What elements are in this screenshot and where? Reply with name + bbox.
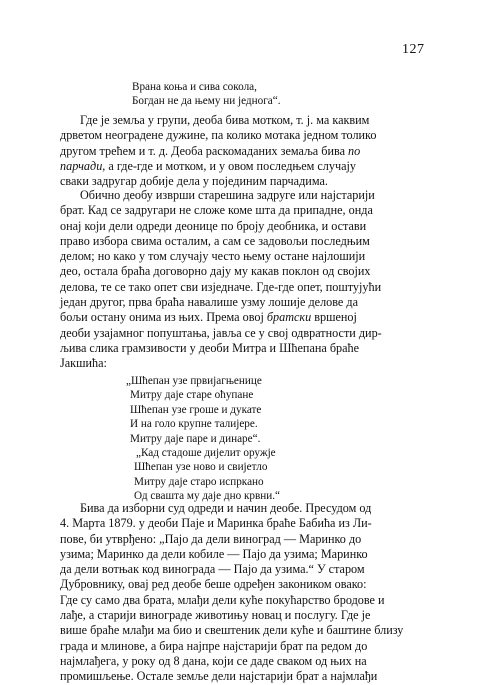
italic-term: по (348, 143, 361, 158)
text-line: Где је земља у групи, деоба бива мотком, т. ј. ма каквим (80, 113, 370, 127)
poem-line: „Кад стадоше дијелит оружје (136, 446, 276, 459)
poem-quote (126, 374, 280, 504)
text-line: Обично деобу изврши старешина задруге или најстарији (80, 188, 375, 202)
epigraph-line: Врана коња и сива сокола, (132, 81, 257, 93)
text-line (60, 144, 428, 159)
text-line (60, 310, 428, 325)
text-line: један другог, прва браћа навалише узму лошије делове да (60, 295, 359, 310)
paragraph-3 (60, 501, 428, 685)
epigraph (132, 80, 281, 108)
text-line: сваки задругар добије дела у појединим парчадима. (60, 174, 328, 189)
text-line: делом; но како у том случају често њему остане најлошији (60, 249, 366, 264)
text-line: више браће млађи ма био и свештеник дели куће и баштине близу (60, 623, 404, 638)
text-line: Дубровнику, овај ред деобе беше одређен закоником овако: (60, 577, 367, 592)
text-line: делова, те се тако опет сви изједначе. Где-где опет, поштујући (60, 279, 382, 294)
text-line: брат. Кад се задругари не сложе коме шта да припадне, онда (60, 203, 373, 218)
text-line: љива слика грамзивости у деоби Митра и Шћепана браће (60, 340, 360, 355)
poem-line: „Шћепан узе првијагњенице (126, 375, 262, 387)
text-line: Бива да изборни суд одреди и начин деобе. Пресудом од (80, 501, 372, 515)
text-line: промишљење. Остале земље дели најстарији брат а најмлађи (60, 669, 378, 684)
text-segment: вршеној (311, 310, 357, 325)
poem-line: Од свашта му даје дно крвни.“ (134, 490, 281, 503)
text-line: право избора свима осталим, а сам се задовољи последњим (60, 233, 370, 248)
italic-term: парчади (60, 158, 103, 173)
text-line: најмлађега, у року од 8 дана, који се даде сваком од њих на (60, 653, 367, 668)
paragraph-2 (60, 188, 428, 372)
text-line: дрветом неоградене дужине, па колико мотака једном толико (60, 128, 377, 143)
paragraph-1 (60, 113, 428, 189)
text-line: узима; Маринко да дели кобиле — Пајо да узима; Маринко (60, 546, 368, 561)
poem-line: Шћепан узе гроше и дукате (130, 403, 262, 416)
text-line: Јакшића: (60, 356, 107, 371)
text-line: лађе, а старији винограде животињу новац и послугу. Где је (60, 608, 371, 623)
text-segment: бољи остану онима из њих. Према овој (60, 310, 267, 325)
poem-line: Митру даје старе оћупане (130, 389, 254, 402)
text-line: Где су само два брата, млађи дели куће покућарство бродове и (60, 592, 385, 607)
text-line: онај који дели одреди деонице по броју деобника, и остави (60, 218, 367, 233)
poem-line: И на голо крупне талијере. (130, 418, 258, 431)
text-line: пове, би утврђено: „Пајо да дели виноград — Маринко до (60, 531, 362, 546)
epigraph-line: Богдан не да њему ни једнога“. (132, 95, 281, 107)
poem-line: Митру даје паре и динаре“. (130, 432, 261, 445)
text-line: да дели вотњак код винограда — Пајо да узима.“ У старом (60, 562, 365, 577)
text-segment: другом трећем и т. д. Деоба раскомаданих земаља бива (60, 143, 349, 158)
text-line: деоби узајамног попуштања, јавља се у свој одвратности дир- (60, 325, 382, 340)
italic-term: братски (266, 310, 312, 325)
poem-line: Шћепан узе ново и свијетло (134, 461, 268, 474)
poem-line: Митру даје старо испркано (134, 475, 264, 488)
text-segment: , а где-где и мотком, и у овом последњем случају (102, 158, 357, 173)
text-line: 4. Марта 1879. у деоби Паје и Маринка браће Бабића из Ли- (60, 516, 372, 531)
text-line (60, 159, 428, 174)
page-number: 127 (402, 42, 425, 57)
text-line: део, остала браћа договорно дају му какав поклон од својих (60, 264, 371, 279)
text-line: града и млинове, а бира најпре најстарији брат па редом до (60, 638, 368, 653)
